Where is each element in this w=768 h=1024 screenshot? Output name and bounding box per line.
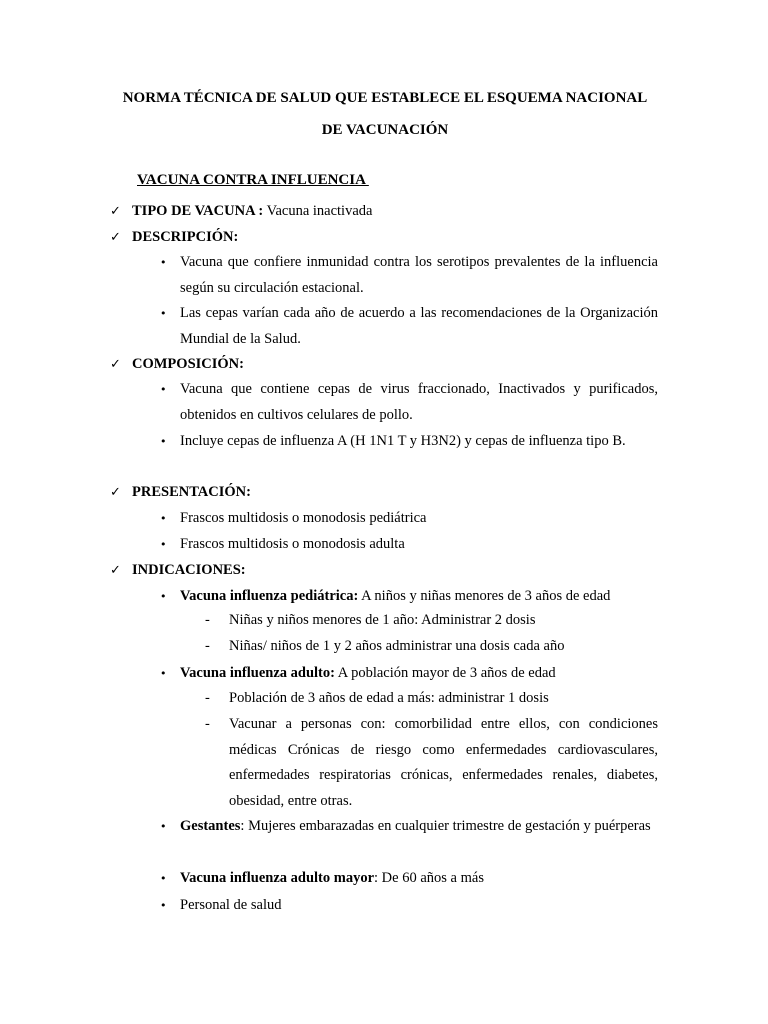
indicaciones-label: INDICACIONES: [132,562,246,578]
document-title [100,82,670,146]
checkmark-icon: ✓ [110,563,121,578]
section-heading: VACUNA CONTRA INFLUENCIA [137,172,369,188]
dash-marker: - [205,690,210,706]
list-item [160,893,658,919]
bullet-icon: • [160,512,167,525]
list-item [160,661,658,687]
list-item [160,506,658,532]
list-item [160,377,658,428]
presentacion-bullet-2: Frascos multidosis o monodosis adulta [180,536,405,552]
list-item [205,608,658,634]
adulto-dash-2: Vacunar a personas con: comorbilidad entre ellos, con condiciones médicas Crónicas de riesgo como enfermedades cardiovasculares, enfermedades respiratorias crónicas, enfermedades renales, diabetes, obesidad, entre otras. [229,716,658,809]
list-item [160,584,658,610]
composicion-item [110,354,244,375]
adulto-mayor-text: : De 60 años a más [374,870,484,886]
adulto-label: Vacuna influenza adulto: [180,665,335,681]
list-item [160,250,658,301]
adulto-mayor-label: Vacuna influenza adulto mayor [180,870,375,886]
bullet-icon: • [160,383,167,396]
tipo-vacuna-value: Vacuna inactivada [266,203,373,219]
gestantes-label: Gestantes [180,818,241,834]
presentacion-bullet-1: Frascos multidosis o monodosis pediátrica [180,510,427,526]
pediatrica-text: A niños y niñas menores de 3 años de edad [358,588,611,604]
tipo-vacuna-label: TIPO DE VACUNA : [132,203,264,219]
descripcion-label: DESCRIPCIÓN: [132,229,239,245]
pediatrica-dash-1: Niñas y niños menores de 1 año: Administrar 2 dosis [229,612,536,628]
list-item [160,301,658,352]
adulto-dash-1: Población de 3 años de edad a más: administrar 1 dosis [229,690,549,706]
list-item [205,634,658,660]
bullet-icon: • [160,872,167,885]
bullet-icon: • [160,667,167,680]
composicion-label: COMPOSICIÓN: [132,356,244,372]
checkmark-icon: ✓ [110,357,121,372]
bullet-icon: • [160,538,167,551]
list-item [160,532,658,558]
gestantes-text: : Mujeres embarazadas en cualquier trimestre de gestación y puérperas [240,818,651,834]
tipo-vacuna-item [110,201,372,222]
bullet-icon: • [160,256,167,269]
descripcion-bullet-1: Vacuna que confiere inmunidad contra los serotipos prevalentes de la influencia según su circulación estacional. [180,254,658,296]
descripcion-item [110,227,238,248]
bullet-icon: • [160,435,167,448]
pediatrica-label: Vacuna influenza pediátrica: [180,588,359,604]
title-line-2: DE VACUNACIÓN [321,122,449,138]
composicion-bullet-1: Vacuna que contiene cepas de virus fraccionado, Inactivados y purificados, obtenidos en cultivos celulares de pollo. [180,381,658,423]
list-item [205,686,658,712]
adulto-text: A población mayor de 3 años de edad [334,665,556,681]
title-line-1: NORMA TÉCNICA DE SALUD QUE ESTABLECE EL ESQUEMA NACIONAL [122,90,648,106]
bullet-icon: • [160,899,167,912]
list-item [205,712,658,814]
dash-marker: - [205,612,210,628]
checkmark-icon: ✓ [110,204,121,219]
presentacion-label: PRESENTACIÓN: [132,484,251,500]
pediatrica-dash-2: Niñas/ niños de 1 y 2 años administrar una dosis cada año [229,638,565,654]
list-item [160,429,658,455]
list-item [160,814,658,840]
list-item [160,866,658,892]
presentacion-item [110,482,251,503]
bullet-icon: • [160,307,167,320]
descripcion-bullet-2: Las cepas varían cada año de acuerdo a las recomendaciones de la Organización Mundial de la Salud. [180,305,658,347]
dash-marker: - [205,716,210,732]
composicion-bullet-2: Incluye cepas de influenza A (H 1N1 T y H3N2) y cepas de influenza tipo B. [180,433,626,449]
bullet-icon: • [160,590,167,603]
personal-salud-text: Personal de salud [180,897,282,913]
bullet-icon: • [160,820,167,833]
checkmark-icon: ✓ [110,230,121,245]
indicaciones-item [110,560,246,581]
checkmark-icon: ✓ [110,485,121,500]
dash-marker: - [205,638,210,654]
